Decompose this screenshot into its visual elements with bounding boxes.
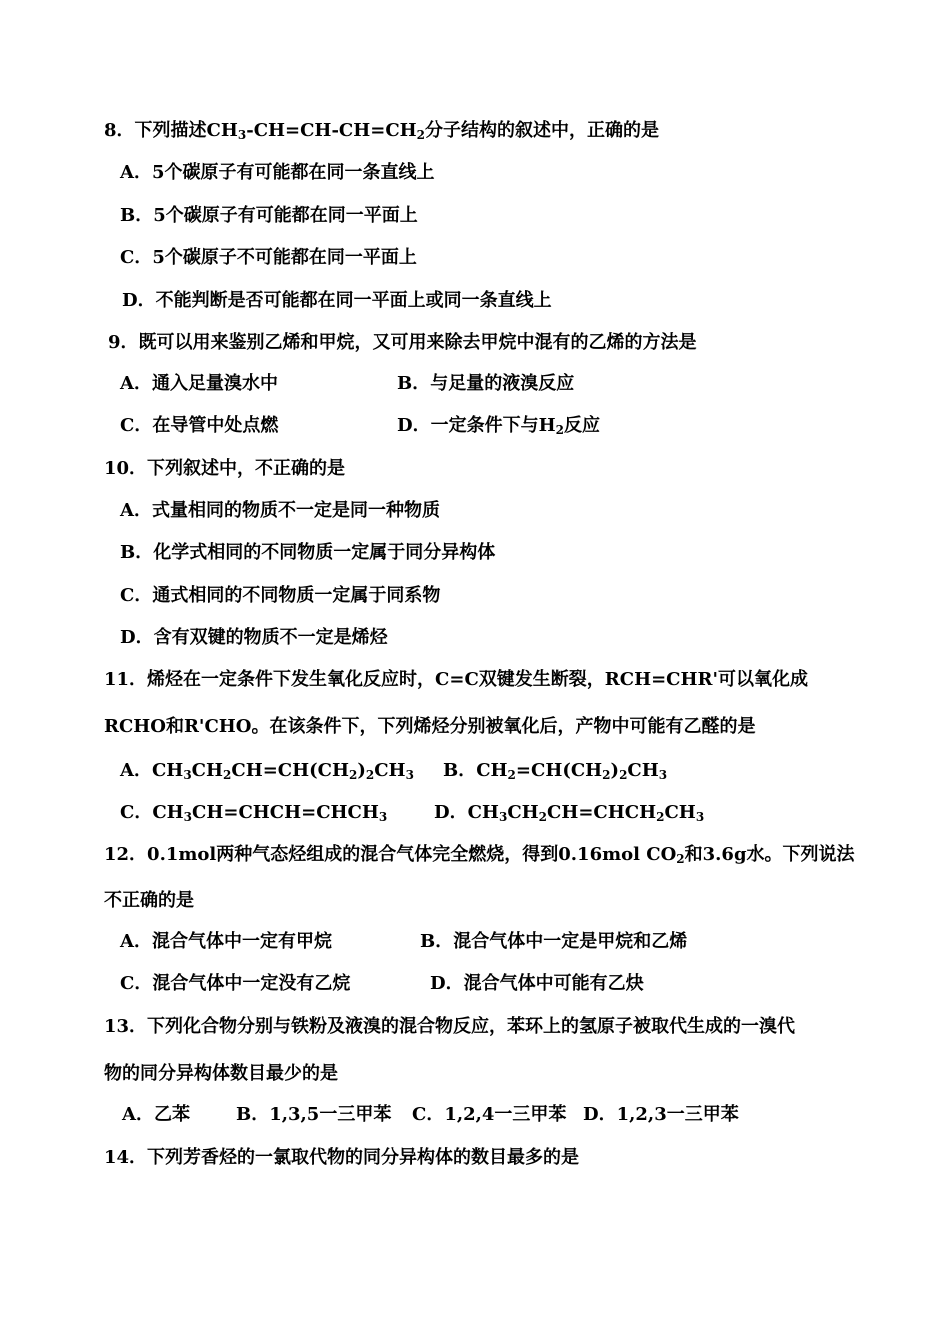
q13-stem-line1: 13．下列化合物分别与铁粉及液溴的混合物反应，苯环上的氢原子被取代生成的一溴代 (104, 1016, 796, 1037)
q11-option-b: B．$CH_2=CH(CH_2)_2CH_3$ (443, 760, 668, 782)
q9-stem: 9．既可以用来鉴别乙烯和甲烷，又可用来除去甲烷中混有的乙烯的方法是 (108, 332, 697, 353)
q13-option-a: A．乙苯 (122, 1104, 190, 1125)
q11-option-d: D．$CH_3CH_2CH=CHCH_2CH_3$ (434, 802, 705, 824)
q10-option-c: C．通式相同的不同物质一定属于同系物 (120, 585, 441, 606)
q12-stem-line1: 12．0.1mol两种气态烃组成的混合气体完全燃烧，得到0.16mol $CO_2$和3.6g水。下列说法 (104, 844, 855, 866)
q8-option-d: D．不能判断是否可能都在同一平面上或同一条直线上 (122, 290, 552, 311)
q11-option-a: A．$CH_3CH_2CH=CH(CH_2)_2CH_3$ (120, 760, 414, 782)
q8-stem: 8．下列描述$CH_3-CH=CH-CH=CH_2$分子结构的叙述中，正确的是 (104, 120, 660, 142)
q10-option-d: D．含有双键的物质不一定是烯烃 (120, 627, 388, 648)
q13-option-d: D．1,2,3一三甲苯 (583, 1104, 739, 1125)
q8-option-a: A．5个碳原子有可能都在同一条直线上 (120, 162, 435, 183)
q13-option-b: B．1,3,5一三甲苯 (236, 1104, 392, 1125)
q11-stem-line2: RCHO和R'CHO。在该条件下，下列烯烃分别被氧化后，产物中可能有乙醛的是 (104, 716, 756, 737)
q9-option-c: C．在导管中处点燃 (120, 415, 279, 436)
q8-option-c: C．5个碳原子不可能都在同一平面上 (120, 247, 417, 268)
q10-option-b: B．化学式相同的不同物质一定属于同分异构体 (120, 542, 496, 563)
q11-stem-line1: 11．烯烃在一定条件下发生氧化反应时，C=C双键发生断裂，RCH=CHR'可以氧化成 (104, 669, 808, 690)
q14-stem: 14．下列芳香烃的一氯取代物的同分异构体的数目最多的是 (104, 1147, 580, 1168)
q12-option-a: A．混合气体中一定有甲烷 (120, 931, 332, 952)
q8-option-b: B．5个碳原子有可能都在同一平面上 (120, 205, 418, 226)
q9-option-b: B．与足量的液溴反应 (397, 373, 575, 394)
q13-stem-line2: 物的同分异构体数目最少的是 (104, 1063, 338, 1084)
q12-stem-line2: 不正确的是 (104, 890, 194, 911)
q9-option-a: A．通入足量溴水中 (120, 373, 278, 394)
q12-option-b: B．混合气体中一定是甲烷和乙烯 (420, 931, 688, 952)
q12-option-c: C．混合气体中一定没有乙烷 (120, 973, 351, 994)
q11-option-c: C．$CH_3CH=CHCH=CHCH_3$ (120, 802, 388, 824)
q13-option-c: C．1,2,4一三甲苯 (412, 1104, 567, 1125)
q12-option-d: D．混合气体中可能有乙炔 (430, 973, 644, 994)
q10-stem: 10．下列叙述中，不正确的是 (104, 458, 346, 479)
q10-option-a: A．式量相同的物质不一定是同一种物质 (120, 500, 440, 521)
q9-option-d: D．一定条件下与$H_2$反应 (397, 415, 600, 437)
